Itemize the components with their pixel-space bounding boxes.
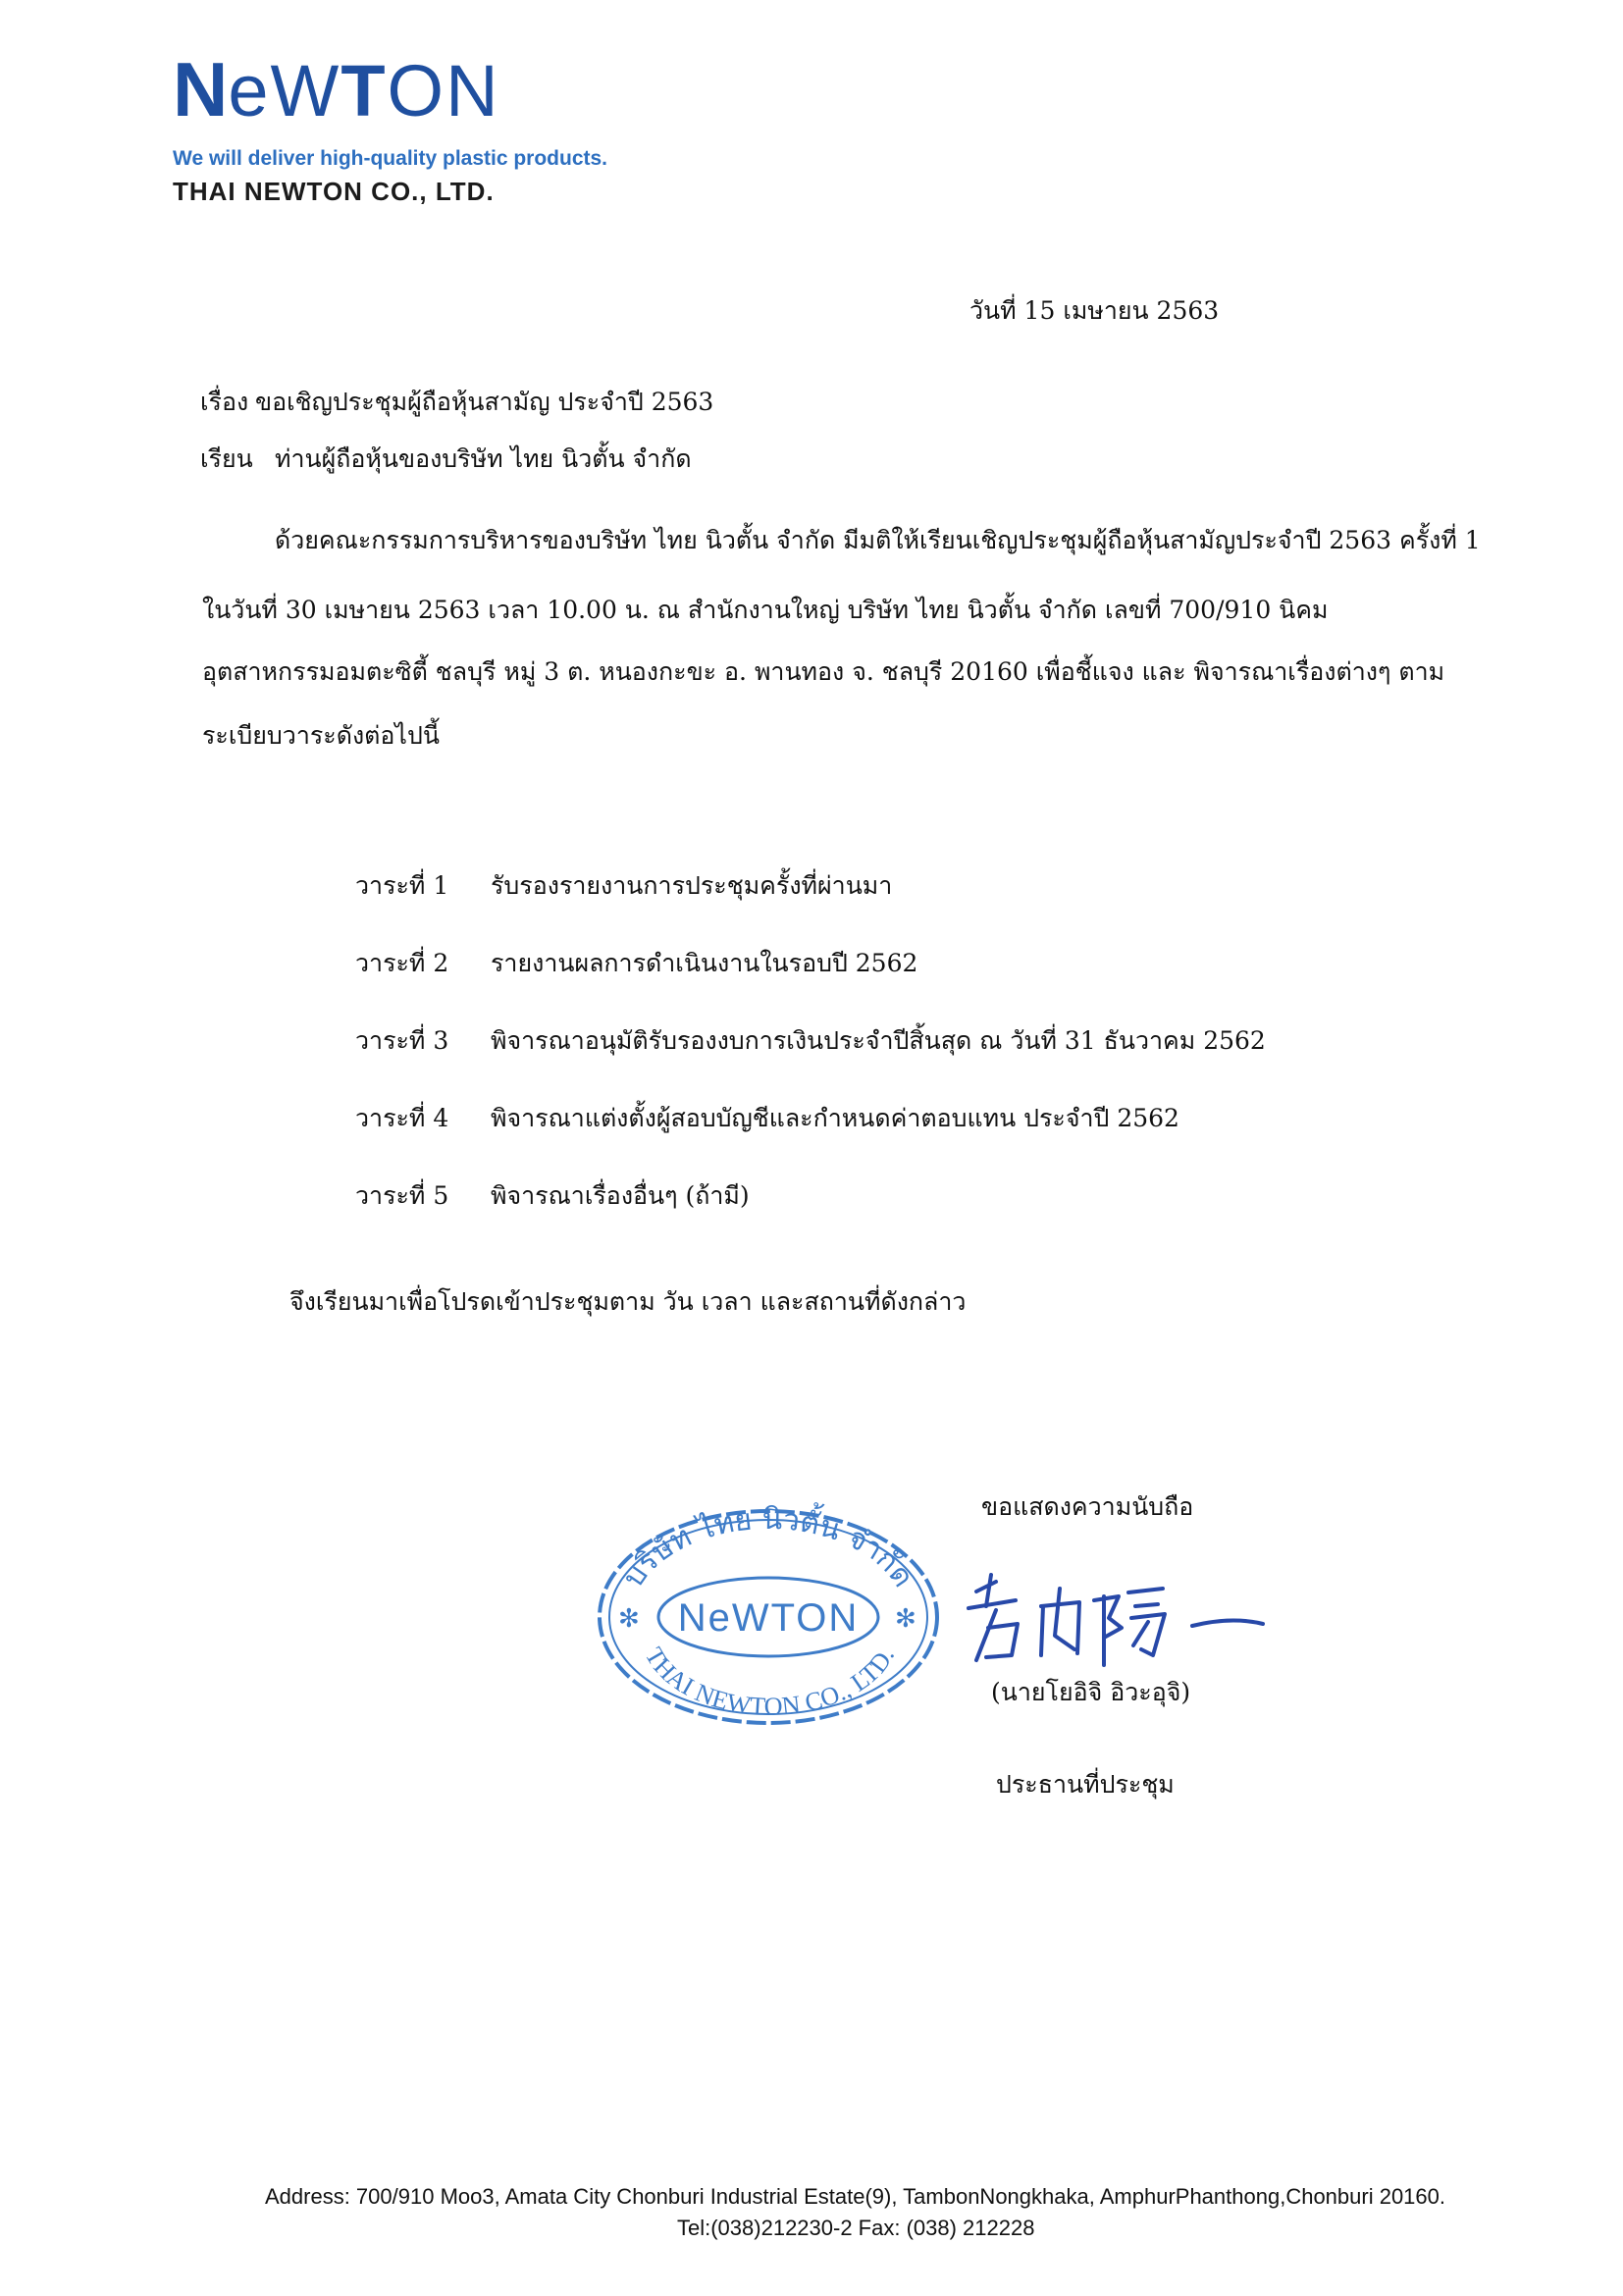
svg-text:บริษัท ไทย นิวตั้น จำกัด: [616, 1501, 920, 1593]
body-line: ด้วยคณะกรรมการบริหารของบริษัท ไทย นิวตั้น จำกัด มีมติให้เรียนเชิญประชุมผู้ถือหุ้นสามัญประจำปี 2563 ครั้งที่ 1: [275, 526, 1481, 554]
svg-text:THAI NEWTON CO., LTD.: [640, 1643, 900, 1721]
recipient-label: เรียน: [200, 444, 253, 473]
seal-top-text: บริษัท ไทย นิวตั้น จำกัด: [616, 1501, 920, 1594]
company-tagline: We will deliver high-quality plastic products.: [173, 147, 608, 170]
agenda-item: พิจารณาเรื่องอื่นๆ (ถ้ามี): [491, 1181, 750, 1210]
agenda-item: พิจารณาอนุมัติรับรองงบการเงินประจำปีสิ้นสุด ณ วันที่ 31 ธันวาคม 2562: [491, 1026, 1266, 1055]
agenda-label: วาระที่ 1: [355, 871, 449, 900]
signer-name: (นายโยอิจิ อิวะอุจิ): [991, 1678, 1191, 1706]
footer-address: Address: 700/910 Moo3, Amata City Chonburi Industrial Estate(9), TambonNongkhaka, AmphurPhanthong,Chonburi 20160.: [265, 2184, 1445, 2209]
signer-title: ประธานที่ประชุม: [996, 1770, 1175, 1799]
subject-text: ขอเชิญประชุมผู้ถือหุ้นสามัญ ประจำปี 2563: [255, 388, 714, 416]
svg-text:✻: ✻: [618, 1604, 640, 1634]
regards-text: ขอแสดงความนับถือ: [981, 1492, 1194, 1521]
body-line: อุตสาหกรรมอมตะซิตี้ ชลบุรี หมู่ 3 ต. หนองกะขะ อ. พานทอง จ. ชลบุรี 20160 เพื่อชี้แจง และ พิจารณาเรื่องต่างๆ ตาม: [202, 657, 1445, 686]
agenda-label: วาระที่ 4: [355, 1104, 449, 1132]
company-seal: [587, 1501, 950, 1731]
agenda-label: วาระที่ 5: [355, 1181, 449, 1210]
agenda-item: รับรองรายงานการประชุมครั้งที่ผ่านมา: [491, 871, 893, 900]
agenda-item: รายงานผลการดำเนินงานในรอบปี 2562: [491, 949, 918, 977]
logo-letter-n: N: [173, 46, 229, 132]
seal-bottom-text: THAI NEWTON CO., LTD.: [639, 1643, 901, 1721]
recipient-text: ท่านผู้ถือหุ้นของบริษัท ไทย นิวตั้น จำกัด: [275, 444, 692, 473]
agenda-item: พิจารณาแต่งตั้งผู้สอบบัญชีและกำหนดค่าตอบแทน ประจำปี 2562: [491, 1104, 1179, 1132]
body-line: ระเบียบวาระดังต่อไปนี้: [202, 721, 440, 750]
letter-date: วันที่ 15 เมษายน 2563: [969, 296, 1220, 325]
company-logo: [173, 46, 500, 132]
agenda-label: วาระที่ 2: [355, 949, 449, 977]
body-line: ในวันที่ 30 เมษายน 2563 เวลา 10.00 น. ณ สำนักงานใหญ่ บริษัท ไทย นิวตั้น จำกัด เลขที่ 700/910 นิคม: [202, 596, 1329, 624]
svg-text:✻: ✻: [895, 1604, 916, 1634]
logo-letters-ew: eW: [228, 50, 341, 131]
closing-sentence: จึงเรียนมาเพื่อโปรดเข้าประชุมตาม วัน เวลา และสถานที่ดังกล่าว: [289, 1287, 967, 1316]
logo-letters-on: ON: [387, 50, 500, 131]
footer-phone-fax: Tel:(038)212230-2 Fax: (038) 212228: [677, 2216, 1035, 2240]
logo-letter-t: T: [340, 50, 388, 131]
subject-label: เรื่อง: [200, 388, 249, 416]
handwritten-signature: [957, 1567, 1271, 1679]
company-name: THAI NEWTON CO., LTD.: [173, 177, 495, 206]
seal-center-text: NeWTON: [677, 1596, 860, 1640]
agenda-label: วาระที่ 3: [355, 1026, 449, 1055]
